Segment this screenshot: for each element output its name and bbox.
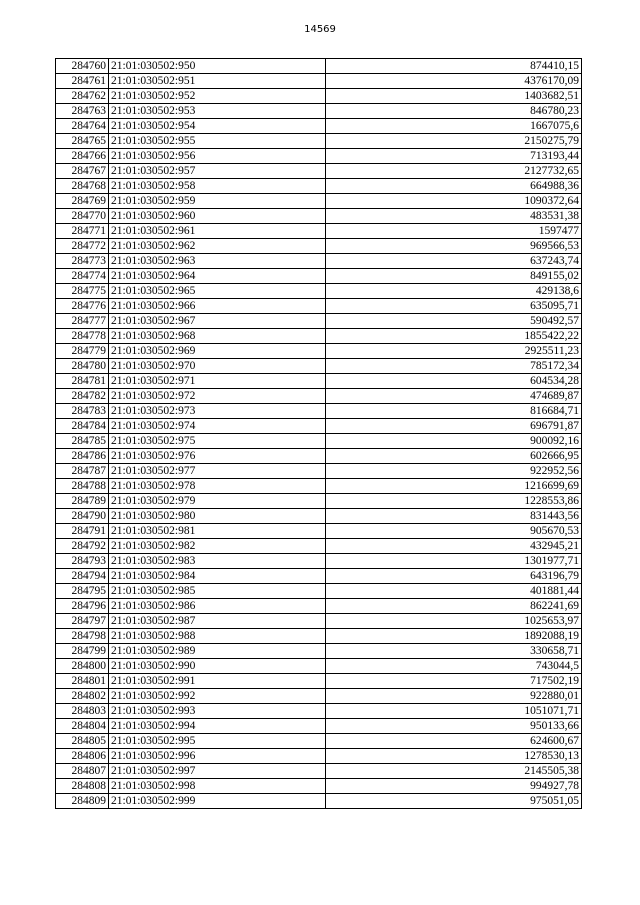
row-number-cell: 284790 [56, 509, 109, 524]
cadastral-number-cell: 21:01:030502:951 [109, 74, 326, 89]
cadastral-value-cell: 330658,71 [326, 644, 582, 659]
cadastral-value-cell: 624600,67 [326, 734, 582, 749]
row-number-cell: 284808 [56, 779, 109, 794]
table-row [56, 314, 582, 329]
cadastral-number-cell: 21:01:030502:959 [109, 194, 326, 209]
table-row [56, 74, 582, 89]
cadastral-value-cell: 922880,01 [326, 689, 582, 704]
cadastral-value-cell: 2925511,23 [326, 344, 582, 359]
cadastral-number-cell: 21:01:030502:982 [109, 539, 326, 554]
row-number-cell: 284802 [56, 689, 109, 704]
cadastral-number-cell: 21:01:030502:985 [109, 584, 326, 599]
table-row [56, 584, 582, 599]
cadastral-value-cell: 696791,87 [326, 419, 582, 434]
cadastral-number-cell: 21:01:030502:986 [109, 599, 326, 614]
table-row [56, 119, 582, 134]
row-number-cell: 284784 [56, 419, 109, 434]
table-row [56, 614, 582, 629]
row-number-cell: 284779 [56, 344, 109, 359]
cadastral-number-cell: 21:01:030502:977 [109, 464, 326, 479]
cadastral-number-cell: 21:01:030502:953 [109, 104, 326, 119]
cadastral-value-cell: 1051071,71 [326, 704, 582, 719]
table-row [56, 179, 582, 194]
cadastral-number-cell: 21:01:030502:958 [109, 179, 326, 194]
table-row [56, 629, 582, 644]
cadastral-number-cell: 21:01:030502:991 [109, 674, 326, 689]
cadastral-number-cell: 21:01:030502:964 [109, 269, 326, 284]
row-number-cell: 284777 [56, 314, 109, 329]
cadastral-number-cell: 21:01:030502:987 [109, 614, 326, 629]
table-row [56, 254, 582, 269]
row-number-cell: 284791 [56, 524, 109, 539]
row-number-cell: 284772 [56, 239, 109, 254]
table-row [56, 494, 582, 509]
table-row [56, 89, 582, 104]
row-number-cell: 284764 [56, 119, 109, 134]
table-row [56, 719, 582, 734]
cadastral-number-cell: 21:01:030502:968 [109, 329, 326, 344]
cadastral-value-cell: 831443,56 [326, 509, 582, 524]
cadastral-value-cell: 1278530,13 [326, 749, 582, 764]
page-number: 14569 [304, 24, 336, 35]
cadastral-value-cell: 950133,66 [326, 719, 582, 734]
cadastral-value-cell: 1403682,51 [326, 89, 582, 104]
cadastral-value-cell: 1090372,64 [326, 194, 582, 209]
cadastral-value-cell: 2150275,79 [326, 134, 582, 149]
row-number-cell: 284776 [56, 299, 109, 314]
table-row [56, 659, 582, 674]
table-row [56, 524, 582, 539]
cadastral-value-cell: 743044,5 [326, 659, 582, 674]
table-row [56, 794, 582, 809]
cadastral-value-cell: 1025653,97 [326, 614, 582, 629]
table-row [56, 479, 582, 494]
cadastral-number-cell: 21:01:030502:984 [109, 569, 326, 584]
cadastral-number-cell: 21:01:030502:975 [109, 434, 326, 449]
cadastral-value-cell: 994927,78 [326, 779, 582, 794]
cadastral-number-cell: 21:01:030502:980 [109, 509, 326, 524]
table-row [56, 569, 582, 584]
cadastral-value-cell: 604534,28 [326, 374, 582, 389]
cadastral-number-cell: 21:01:030502:961 [109, 224, 326, 239]
cadastral-value-cell: 2145505,38 [326, 764, 582, 779]
cadastral-number-cell: 21:01:030502:979 [109, 494, 326, 509]
table-row [56, 464, 582, 479]
cadastral-value-cell: 862241,69 [326, 599, 582, 614]
cadastral-value-cell: 849155,02 [326, 269, 582, 284]
cadastral-number-cell: 21:01:030502:955 [109, 134, 326, 149]
row-number-cell: 284782 [56, 389, 109, 404]
table-row [56, 194, 582, 209]
row-number-cell: 284767 [56, 164, 109, 179]
cadastral-number-cell: 21:01:030502:966 [109, 299, 326, 314]
row-number-cell: 284797 [56, 614, 109, 629]
table-row [56, 239, 582, 254]
row-number-cell: 284773 [56, 254, 109, 269]
cadastral-number-cell: 21:01:030502:998 [109, 779, 326, 794]
cadastral-value-cell: 474689,87 [326, 389, 582, 404]
table-row [56, 149, 582, 164]
row-number-cell: 284786 [56, 449, 109, 464]
cadastral-value-cell: 975051,05 [326, 794, 582, 809]
cadastral-value-cell: 1892088,19 [326, 629, 582, 644]
table-row [56, 374, 582, 389]
cadastral-number-cell: 21:01:030502:967 [109, 314, 326, 329]
cadastral-value-cell: 643196,79 [326, 569, 582, 584]
table-row [56, 134, 582, 149]
row-number-cell: 284804 [56, 719, 109, 734]
row-number-cell: 284760 [56, 59, 109, 74]
cadastral-value-cell: 969566,53 [326, 239, 582, 254]
cadastral-value-cell: 4376170,09 [326, 74, 582, 89]
cadastral-number-cell: 21:01:030502:974 [109, 419, 326, 434]
table-row [56, 299, 582, 314]
cadastral-number-cell: 21:01:030502:997 [109, 764, 326, 779]
cadastral-value-cell: 483531,38 [326, 209, 582, 224]
cadastral-value-cell: 717502,19 [326, 674, 582, 689]
cadastral-number-cell: 21:01:030502:995 [109, 734, 326, 749]
cadastral-value-cell: 432945,21 [326, 539, 582, 554]
cadastral-number-cell: 21:01:030502:981 [109, 524, 326, 539]
row-number-cell: 284806 [56, 749, 109, 764]
row-number-cell: 284785 [56, 434, 109, 449]
cadastral-value-cell: 846780,23 [326, 104, 582, 119]
table-row [56, 284, 582, 299]
table-row [56, 224, 582, 239]
cadastral-number-cell: 21:01:030502:988 [109, 629, 326, 644]
row-number-cell: 284794 [56, 569, 109, 584]
row-number-cell: 284787 [56, 464, 109, 479]
row-number-cell: 284763 [56, 104, 109, 119]
row-number-cell: 284769 [56, 194, 109, 209]
row-number-cell: 284807 [56, 764, 109, 779]
registry-table [55, 58, 582, 809]
row-number-cell: 284789 [56, 494, 109, 509]
table-row [56, 344, 582, 359]
row-number-cell: 284774 [56, 269, 109, 284]
cadastral-value-cell: 713193,44 [326, 149, 582, 164]
row-number-cell: 284809 [56, 794, 109, 809]
row-number-cell: 284793 [56, 554, 109, 569]
cadastral-number-cell: 21:01:030502:978 [109, 479, 326, 494]
row-number-cell: 284761 [56, 74, 109, 89]
row-number-cell: 284762 [56, 89, 109, 104]
row-number-cell: 284796 [56, 599, 109, 614]
row-number-cell: 284770 [56, 209, 109, 224]
row-number-cell: 284778 [56, 329, 109, 344]
cadastral-value-cell: 816684,71 [326, 404, 582, 419]
row-number-cell: 284788 [56, 479, 109, 494]
cadastral-value-cell: 664988,36 [326, 179, 582, 194]
table-row [56, 389, 582, 404]
row-number-cell: 284771 [56, 224, 109, 239]
cadastral-value-cell: 922952,56 [326, 464, 582, 479]
table-row [56, 434, 582, 449]
cadastral-number-cell: 21:01:030502:990 [109, 659, 326, 674]
cadastral-value-cell: 2127732,65 [326, 164, 582, 179]
table-row [56, 674, 582, 689]
cadastral-number-cell: 21:01:030502:993 [109, 704, 326, 719]
table-row [56, 104, 582, 119]
table-row [56, 419, 582, 434]
row-number-cell: 284803 [56, 704, 109, 719]
cadastral-number-cell: 21:01:030502:992 [109, 689, 326, 704]
cadastral-number-cell: 21:01:030502:976 [109, 449, 326, 464]
cadastral-number-cell: 21:01:030502:989 [109, 644, 326, 659]
cadastral-value-cell: 905670,53 [326, 524, 582, 539]
cadastral-number-cell: 21:01:030502:972 [109, 389, 326, 404]
row-number-cell: 284781 [56, 374, 109, 389]
table-row [56, 689, 582, 704]
table-row [56, 449, 582, 464]
cadastral-value-cell: 1216699,69 [326, 479, 582, 494]
table-row [56, 764, 582, 779]
cadastral-number-cell: 21:01:030502:963 [109, 254, 326, 269]
cadastral-value-cell: 785172,34 [326, 359, 582, 374]
table-row [56, 164, 582, 179]
cadastral-number-cell: 21:01:030502:956 [109, 149, 326, 164]
table-row [56, 359, 582, 374]
cadastral-number-cell: 21:01:030502:970 [109, 359, 326, 374]
row-number-cell: 284795 [56, 584, 109, 599]
table-row [56, 59, 582, 74]
table-row [56, 779, 582, 794]
table-row [56, 269, 582, 284]
row-number-cell: 284799 [56, 644, 109, 659]
cadastral-number-cell: 21:01:030502:971 [109, 374, 326, 389]
cadastral-value-cell: 1301977,71 [326, 554, 582, 569]
table-row [56, 704, 582, 719]
cadastral-value-cell: 637243,74 [326, 254, 582, 269]
table-row [56, 539, 582, 554]
cadastral-value-cell: 1667075,6 [326, 119, 582, 134]
cadastral-number-cell: 21:01:030502:969 [109, 344, 326, 359]
row-number-cell: 284798 [56, 629, 109, 644]
cadastral-number-cell: 21:01:030502:950 [109, 59, 326, 74]
cadastral-number-cell: 21:01:030502:962 [109, 239, 326, 254]
table-row [56, 404, 582, 419]
row-number-cell: 284783 [56, 404, 109, 419]
cadastral-number-cell: 21:01:030502:983 [109, 554, 326, 569]
row-number-cell: 284805 [56, 734, 109, 749]
cadastral-number-cell: 21:01:030502:994 [109, 719, 326, 734]
cadastral-value-cell: 1597477 [326, 224, 582, 239]
cadastral-value-cell: 401881,44 [326, 584, 582, 599]
table-row [56, 599, 582, 614]
row-number-cell: 284765 [56, 134, 109, 149]
row-number-cell: 284775 [56, 284, 109, 299]
cadastral-value-cell: 429138,6 [326, 284, 582, 299]
cadastral-value-cell: 590492,57 [326, 314, 582, 329]
table-row [56, 749, 582, 764]
row-number-cell: 284766 [56, 149, 109, 164]
row-number-cell: 284792 [56, 539, 109, 554]
row-number-cell: 284780 [56, 359, 109, 374]
cadastral-value-cell: 602666,95 [326, 449, 582, 464]
row-number-cell: 284768 [56, 179, 109, 194]
cadastral-number-cell: 21:01:030502:957 [109, 164, 326, 179]
cadastral-number-cell: 21:01:030502:965 [109, 284, 326, 299]
row-number-cell: 284800 [56, 659, 109, 674]
cadastral-number-cell: 21:01:030502:954 [109, 119, 326, 134]
cadastral-value-cell: 635095,71 [326, 299, 582, 314]
cadastral-number-cell: 21:01:030502:973 [109, 404, 326, 419]
table-row [56, 329, 582, 344]
table-row [56, 734, 582, 749]
row-number-cell: 284801 [56, 674, 109, 689]
registry-table-body [56, 59, 582, 809]
table-row [56, 209, 582, 224]
cadastral-value-cell: 1228553,86 [326, 494, 582, 509]
cadastral-number-cell: 21:01:030502:960 [109, 209, 326, 224]
cadastral-value-cell: 1855422,22 [326, 329, 582, 344]
table-row [56, 644, 582, 659]
cadastral-number-cell: 21:01:030502:996 [109, 749, 326, 764]
cadastral-number-cell: 21:01:030502:999 [109, 794, 326, 809]
cadastral-value-cell: 900092,16 [326, 434, 582, 449]
cadastral-number-cell: 21:01:030502:952 [109, 89, 326, 104]
cadastral-value-cell: 874410,15 [326, 59, 582, 74]
table-row [56, 509, 582, 524]
table-row [56, 554, 582, 569]
